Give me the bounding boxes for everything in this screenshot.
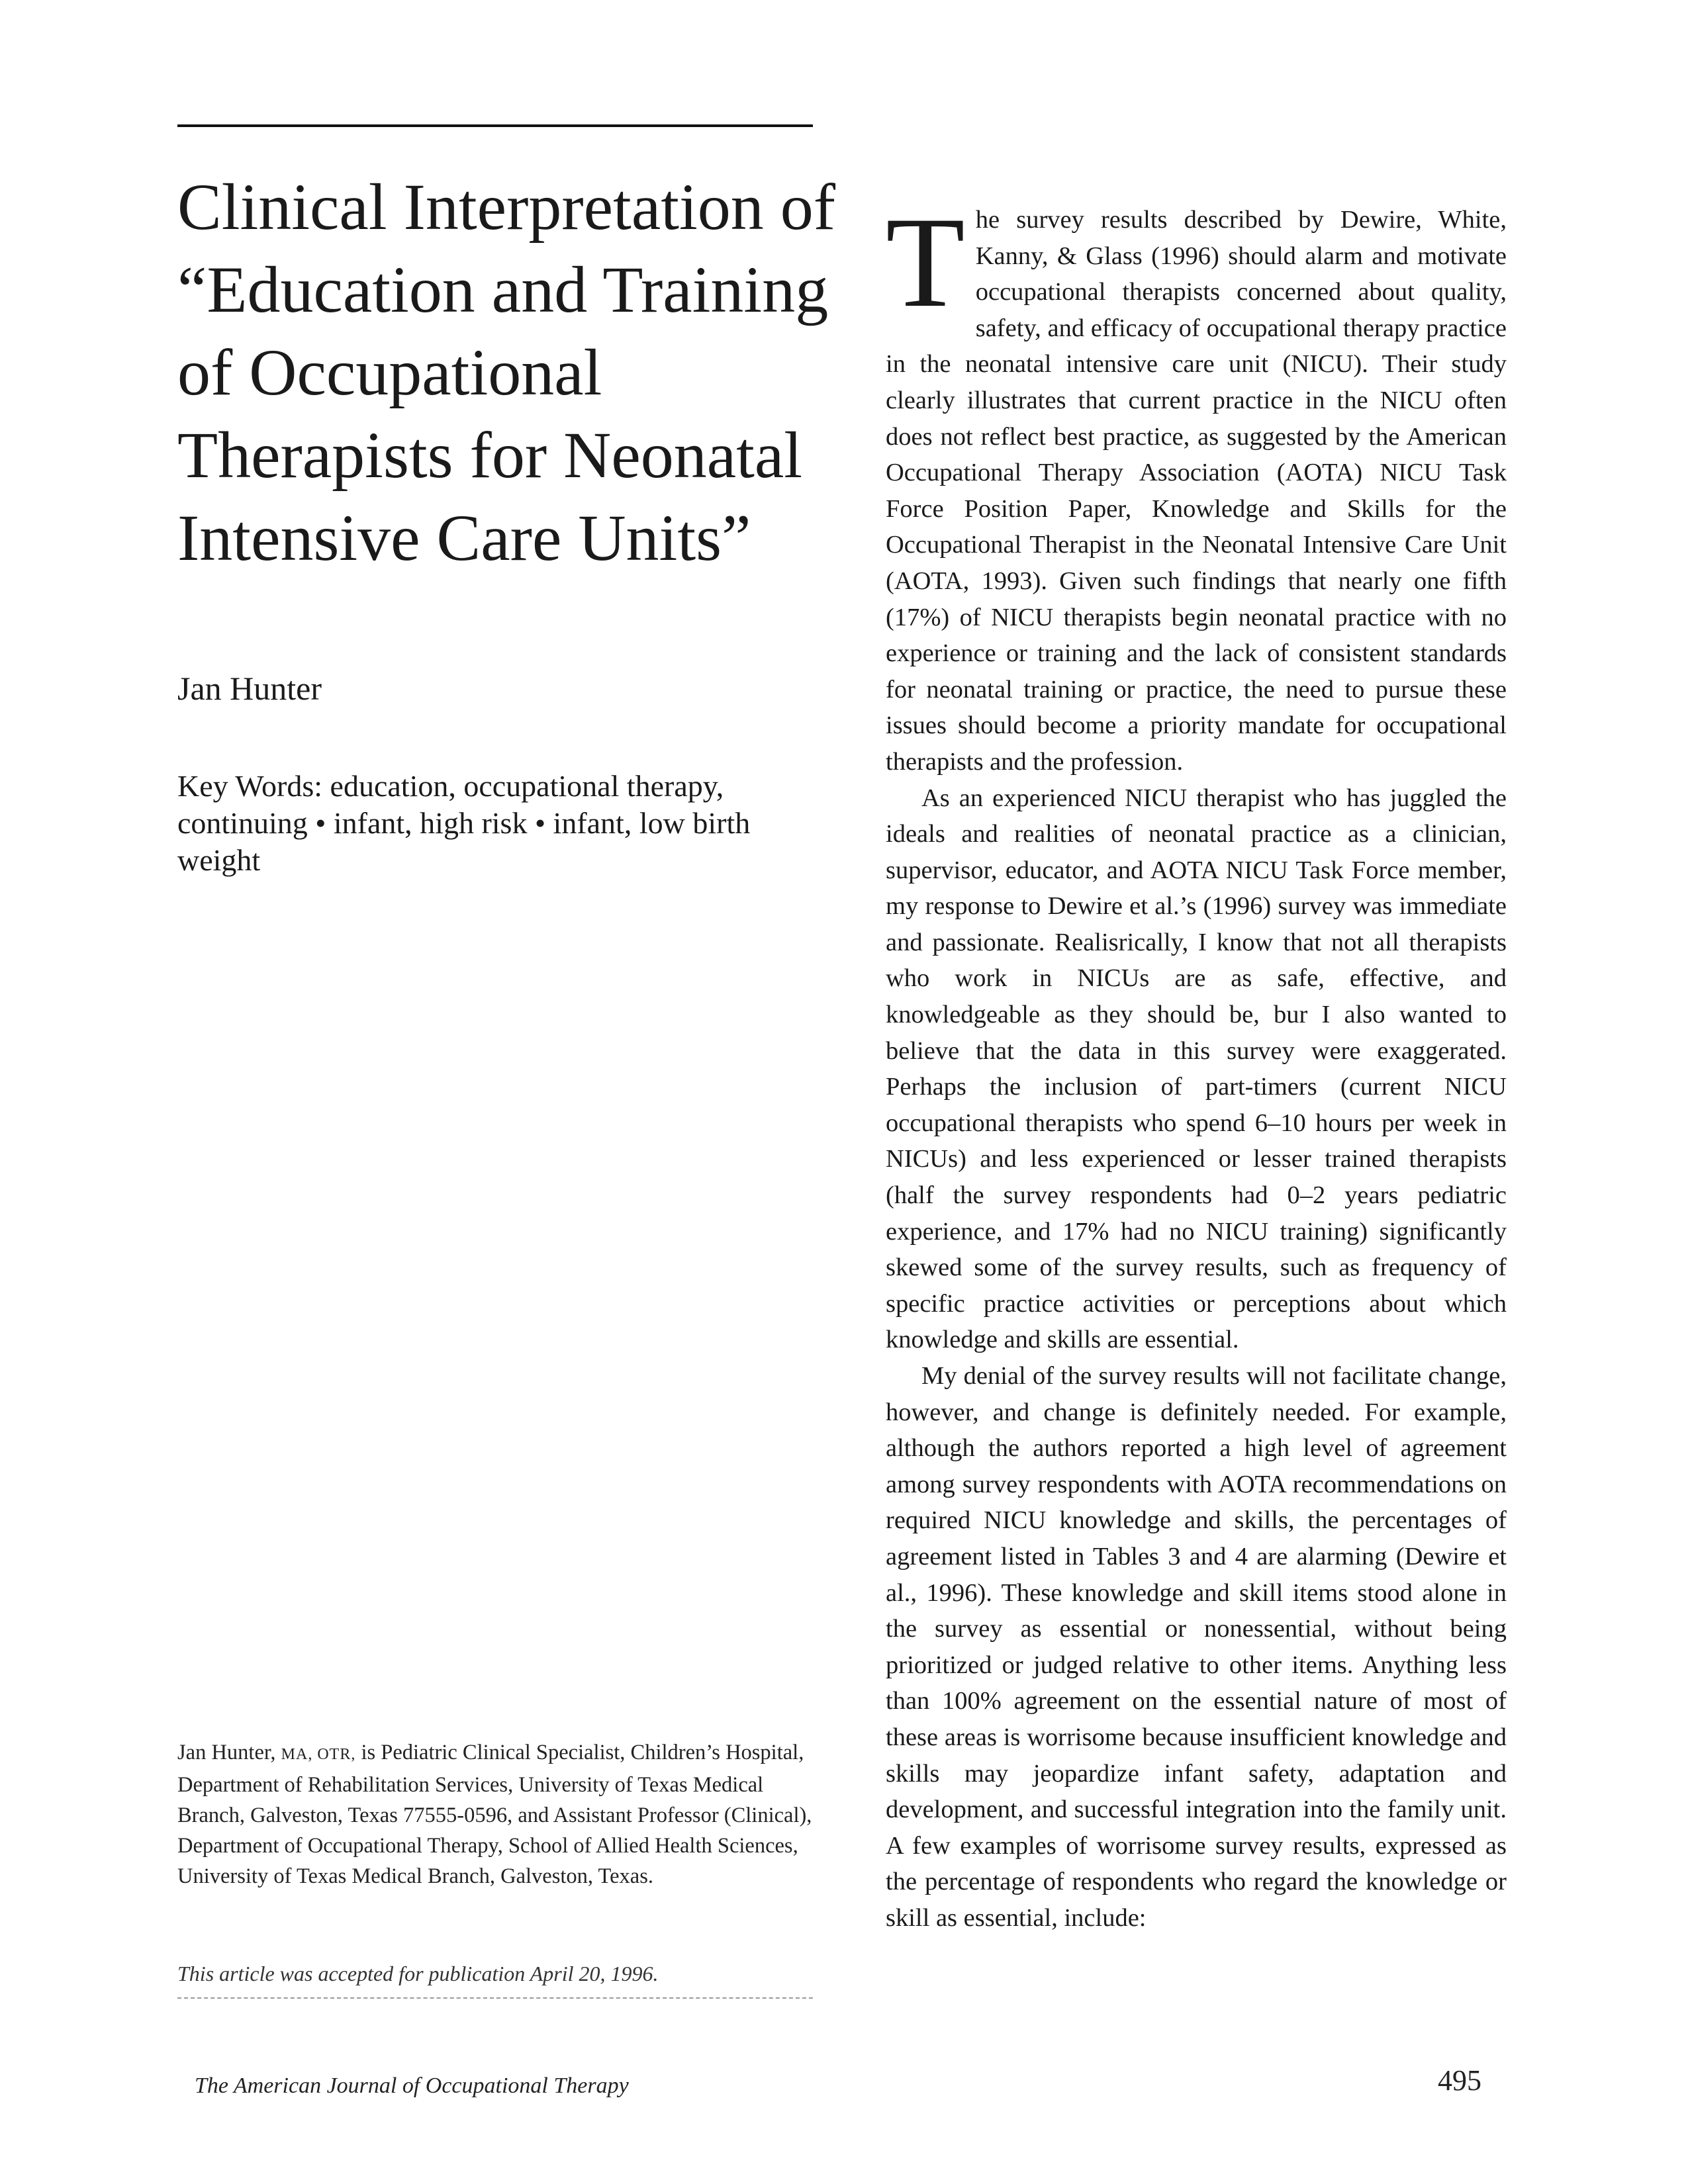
footer-journal-name: The American Journal of Occupational Therapy: [195, 2073, 629, 2098]
article-title: Clinical Interpretation of “Education and Training of Occupational Therapists for Neonatal Intensive Care Units”: [177, 170, 836, 574]
drop-cap: T: [886, 191, 965, 334]
acceptance-note: This article was accepted for publication April 20, 1996.: [177, 1962, 659, 1985]
top-rule: [177, 124, 813, 127]
bottom-rule: [177, 1997, 813, 1999]
body-paragraph-3: My denial of the survey results will not facilitate change, however, and change is definitely needed. For example, although the authors reported a high level of agreement among survey respondents with AOTA recommendations on required NICU knowledge and skills, the percentages of agreement listed in Tables 3 and 4 are alarming (Dewire et al., 1996). These knowledge and skill items stood alone in the survey as essential or nonessential, without being prioritized or judged relative to other items. Anything less than 100% agreement on the essential nature of most of these areas is worrisome because insufficient knowledge and skills may jeopardize infant safety, adaptation and development, and successful integration into the family unit. A few examples of worrisome survey results, expressed as the percentage of respondents who regard the knowledge or skill as essential, include:: [886, 1362, 1507, 1932]
affiliation-text: is Pediatric Clinical Specialist, Children’s Hospital, Department of Rehabilitation Services, University of Texas Medical Branch, Galveston, Texas 77555-0596, and Assistant Professor (Clinical), Department of Occupational Therapy, School of Allied Health Sciences, University of Texas Medical Branch, Galveston, Texas.: [177, 1741, 812, 1888]
page-number: 495: [1438, 2064, 1481, 2097]
body-paragraph-1: [886, 191, 1507, 780]
affiliation-name: Jan Hunter,: [177, 1741, 276, 1764]
author-name: Jan Hunter: [177, 670, 322, 707]
key-words: Key Words: education, occupational therapy, continuing • infant, high risk • infant, low birth weight: [177, 769, 751, 877]
body-paragraph-2: As an experienced NICU therapist who has juggled the ideals and realities of neonatal practice as a clinician, supervisor, educator, and AOTA NICU Task Force member, my response to Dewire et al.’s (1996) survey was immediate and passionate. Realisrically, I know that not all therapists who work in NICUs are as safe, effective, and knowledgeable as they should be, bur I also wanted to believe that the data in this survey were exaggerated. Perhaps the inclusion of part-timers (current NICU occupational therapists who spend 6–10 hours per week in NICUs) and less experienced or lesser trained therapists (half the survey respondents had 0–2 years pediatric experience, and 17% had no NICU training) significantly skewed some of the survey results, such as frequency of specific practice activities or perceptions about which knowledge and skills are essential.: [886, 784, 1507, 1354]
body-column: [886, 191, 1507, 1936]
author-affiliation: [177, 1737, 813, 1891]
affiliation-credentials: MA, OTR,: [281, 1746, 356, 1763]
paragraph-1-text: he survey results described by Dewire, White, Kanny, & Glass (1996) should alarm and motivate occupational therapists concerned about quality, safety, and efficacy of occupational therapy practice in the neonatal intensive care unit (NICU). Their study clearly illustrates that current practice in the NICU often does not reflect best practice, as suggested by the American Occupational Therapy Association (AOTA) NICU Task Force Position Paper, Knowledge and Skills for the Occupational Therapist in the Neonatal Intensive Care Unit (AOTA, 1993). Given such findings that nearly one fifth (17%) of NICU therapists begin neonatal practice with no experience or training and the lack of consistent standards for neonatal training or practice, the need to pursue these issues should become a priority mandate for occupational therapists and the profession.: [886, 206, 1507, 776]
